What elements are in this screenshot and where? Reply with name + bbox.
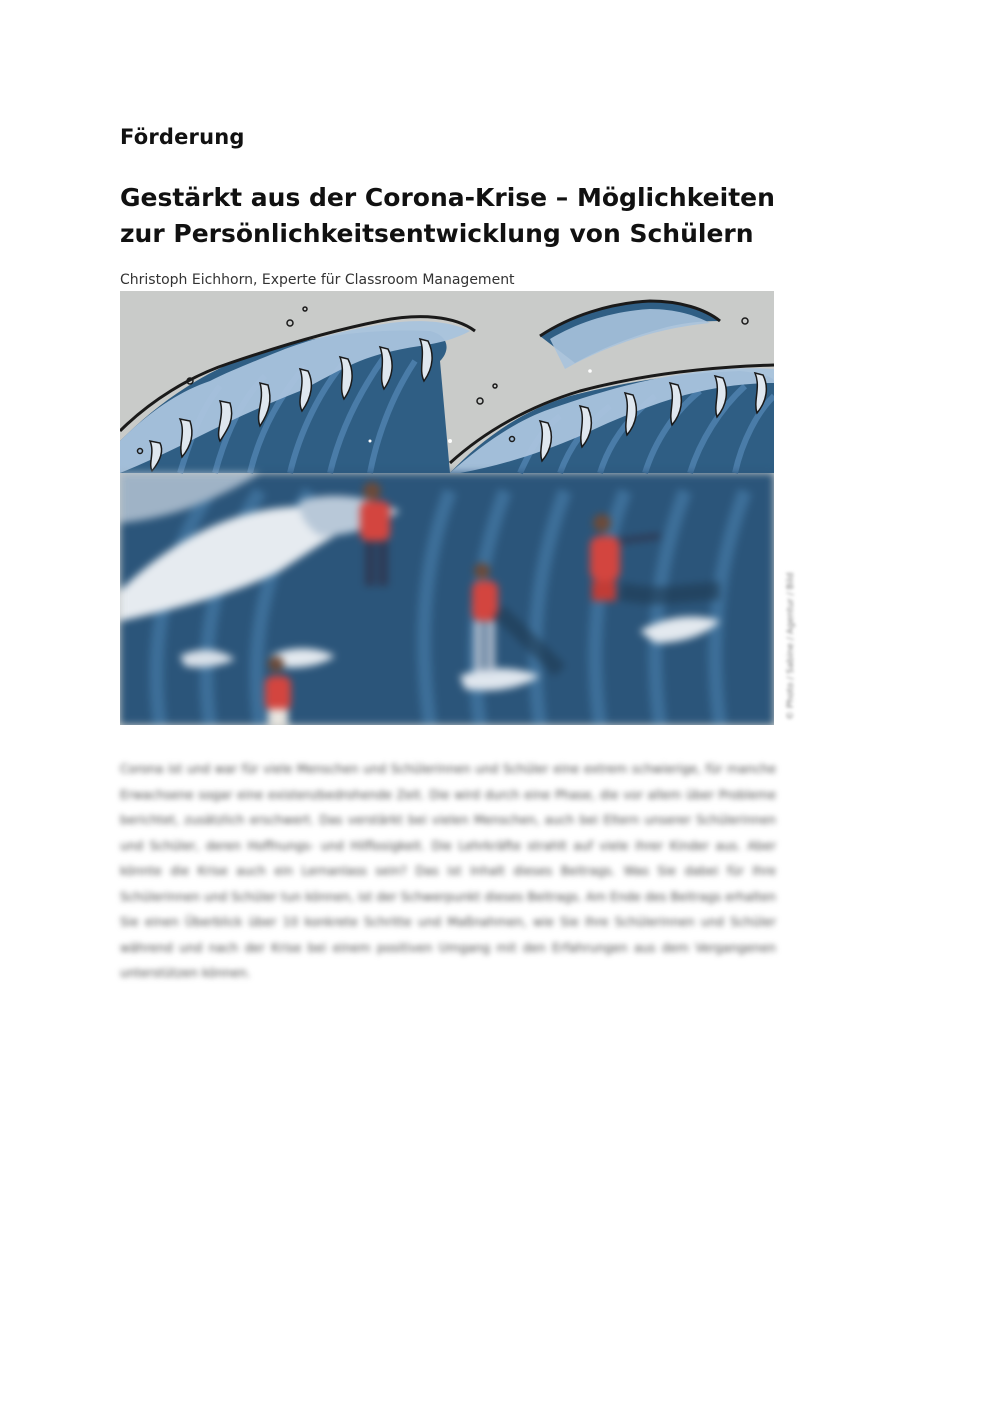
blurred-photo-section	[120, 473, 774, 725]
author-line: Christoph Eichhorn, Experte für Classroom Management	[120, 272, 515, 288]
article-title: Gestärkt aus der Corona-Krise – Möglichkeiten zur Persönlichkeitsentwicklung von Schülern	[120, 183, 775, 248]
wave-illustration	[120, 291, 774, 725]
image-credit: © Photo / Sabine / Agentur / Bild	[786, 572, 796, 720]
header-image	[120, 291, 774, 725]
article-intro-blurred: Corona ist und war für viele Menschen und Schülerinnen und Schüler eine extrem schwierige, für manche Erwachsene sogar eine existenzbedrohende Zeit. Die wird durch eine Phase, die vor allem über Probleme berichtet, zusätzlich erschwert. Das verstärkt bei vielen Menschen, auch bei Eltern unserer Schülerinnen und Schüler, deren Hoffnungs- und Hilflosigkeit. Die Lehrkräfte strahlt auf viele ihrer Kinder aus. Aber könnte die Krise auch ein Lernanlass sein? Das ist Inhalt dieses Beitrags. Was Sie dabei für Ihre Schülerinnen und Schüler tun können, ist der Schwerpunkt dieses Beitrags. Am Ende des Beitrags erhalten Sie einen Überblick über 10 konkrete Schritte und Maßnahmen, wie Sie Ihre Schülerinnen und Schüler während und nach der Krise bei einem positiven Umgang mit den Erfahrungen aus dem Vergangenen unterstützen können.	[120, 762, 776, 980]
section-label: Förderung	[120, 125, 245, 149]
